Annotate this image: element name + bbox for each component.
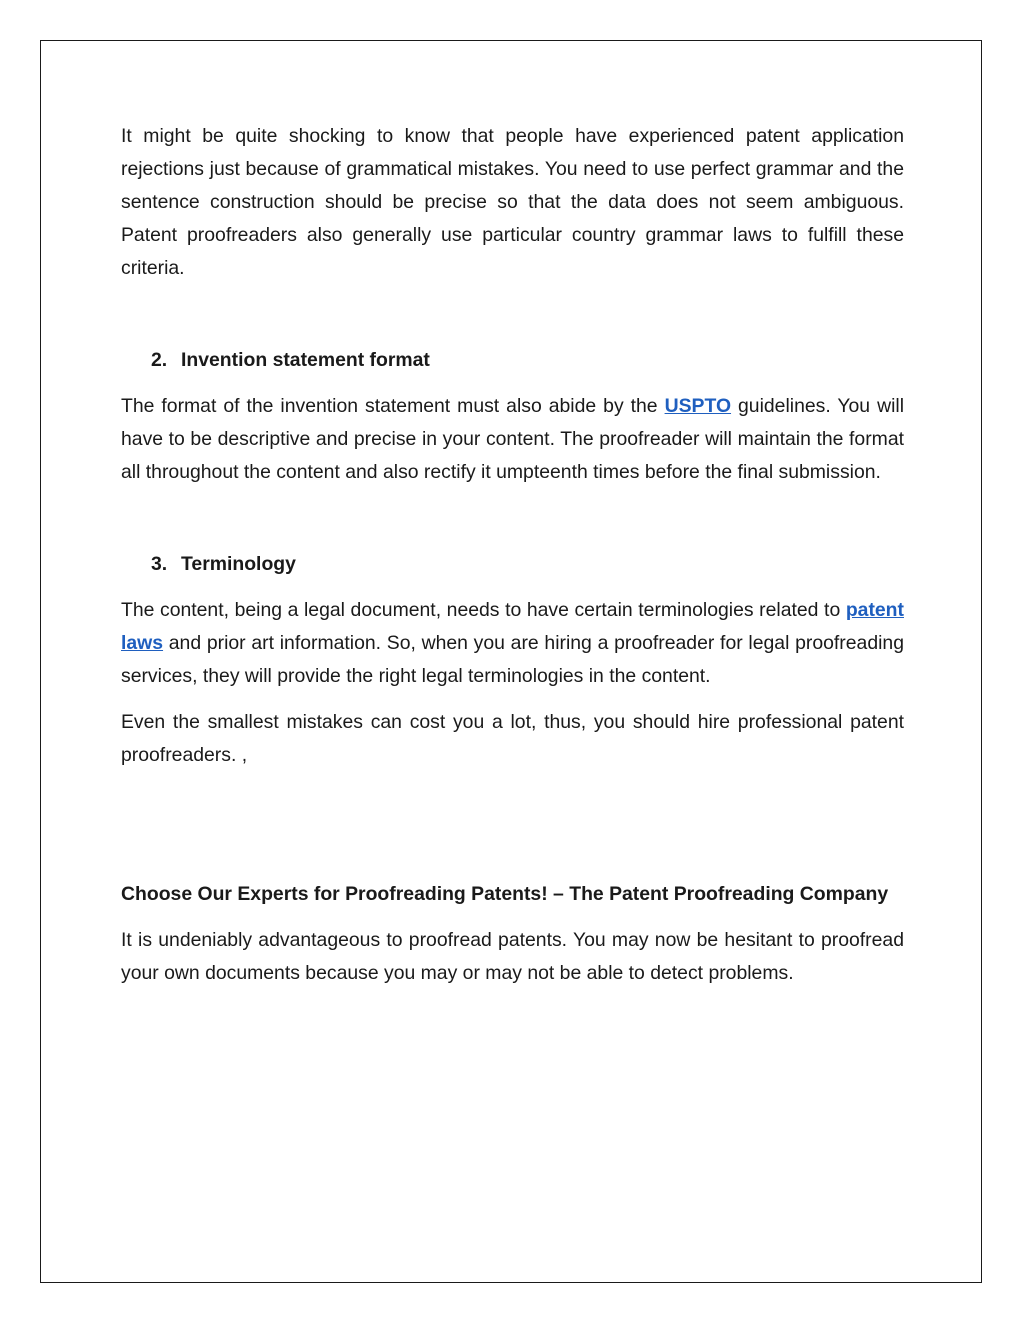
paragraph-grammar: It might be quite shocking to know that people have experienced patent application rejections just because of grammatical mistakes. You need to use perfect grammar and the sentence construction should be precise so that the data does not seem ambiguous. Patent proofreaders also generally use particular country grammar laws to fulfill these criteria. (121, 125, 904, 279)
paragraph-text: The format of the invention statement must also abide by the (121, 395, 665, 417)
heading-invention-statement-format (121, 344, 904, 377)
section-heading-choose-experts: Choose Our Experts for Proofreading Patents! – The Patent Proofreading Company (121, 883, 889, 905)
paragraph-advantageous: It is undeniably advantageous to proofread patents. You may now be hesitant to proofread your own documents because you may or may not be able to detect problems. (121, 929, 904, 984)
heading-title: Terminology (181, 553, 296, 575)
document-body (121, 120, 904, 990)
heading-number: 2. (151, 349, 168, 371)
heading-number: 3. (151, 553, 168, 575)
uspto-link[interactable]: USPTO (664, 395, 732, 417)
paragraph-text: The content, being a legal document, needs to have certain terminologies related to (121, 599, 846, 621)
paragraph-smallest-mistakes: Even the smallest mistakes can cost you a lot, thus, you should hire professional patent proofreaders. , (121, 711, 904, 766)
patent-laws-link[interactable]: patent laws (121, 599, 904, 654)
paragraph-invention-format (121, 390, 904, 489)
paragraph-terminology (121, 594, 904, 693)
paragraph-text: and prior art information. So, when you are hiring a proofreader for legal proofreading services, they will provide the right legal terminologies in the content. (121, 632, 904, 687)
heading-title: Invention statement format (181, 349, 430, 371)
document-page (40, 40, 982, 1283)
heading-terminology (121, 548, 904, 581)
paragraph-text: guidelines. You will have to be descriptive and precise in your content. The proofreader will maintain the format all throughout the content and also rectify it umpteenth times before the final submission. (121, 395, 904, 483)
